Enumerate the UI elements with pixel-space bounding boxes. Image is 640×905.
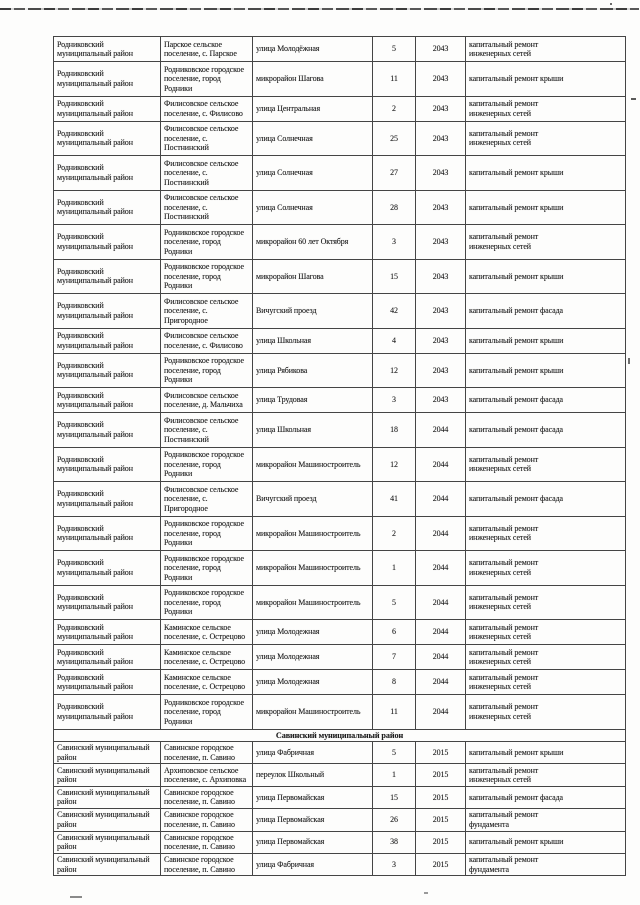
street-cell: улица Молодежная: [253, 620, 373, 645]
settlement-cell: Савинское городское поселение, п. Савино: [161, 853, 253, 875]
street-cell: улица Первомайская: [253, 831, 373, 853]
house-number-cell: 15: [373, 786, 416, 808]
repair-type-cell: капитальный ремонт инженерных сетей: [466, 516, 626, 551]
repair-type-cell: капитальный ремонт крыши: [466, 190, 626, 225]
repair-type-cell: капитальный ремонт фасада: [466, 413, 626, 448]
table-row: [54, 764, 626, 786]
district-cell: Савинский муниципальный район: [54, 831, 161, 853]
house-number-cell: 5: [373, 585, 416, 620]
street-cell: улица Центральная: [253, 96, 373, 121]
settlement-cell: Родниковское городское поселение, город Родники: [161, 516, 253, 551]
street-cell: улица Школьная: [253, 328, 373, 353]
scan-speck: [631, 98, 636, 100]
district-cell: Родниковский муниципальный район: [54, 121, 161, 156]
district-cell: Савинский муниципальный район: [54, 809, 161, 831]
year-cell: 2043: [416, 225, 466, 260]
scan-speck: [424, 892, 428, 894]
table-body: [54, 37, 626, 876]
table-row: [54, 328, 626, 353]
table-row: [54, 620, 626, 645]
settlement-cell: Савинское городское поселение, п. Савино: [161, 742, 253, 764]
street-cell: улица Молодежная: [253, 645, 373, 670]
district-cell: Родниковский муниципальный район: [54, 37, 161, 62]
year-cell: 2044: [416, 482, 466, 517]
street-cell: улица Молодёжная: [253, 37, 373, 62]
table-row: [54, 786, 626, 808]
table-row: [54, 62, 626, 97]
repair-type-cell: капитальный ремонт фасада: [466, 388, 626, 413]
street-cell: улица Фабричная: [253, 742, 373, 764]
street-cell: улица Первомайская: [253, 809, 373, 831]
house-number-cell: 3: [373, 388, 416, 413]
settlement-cell: Филисовское сельское поселение, с. Филисово: [161, 328, 253, 353]
district-cell: Родниковский муниципальный район: [54, 190, 161, 225]
district-cell: Родниковский муниципальный район: [54, 551, 161, 586]
table-row: [54, 585, 626, 620]
repair-type-cell: капитальный ремонт инженерных сетей: [466, 96, 626, 121]
repair-type-cell: капитальный ремонт крыши: [466, 353, 626, 388]
year-cell: 2043: [416, 156, 466, 191]
street-cell: улица Школьная: [253, 413, 373, 448]
district-cell: Савинский муниципальный район: [54, 853, 161, 875]
district-cell: Родниковский муниципальный район: [54, 482, 161, 517]
house-number-cell: 2: [373, 516, 416, 551]
table-row: [54, 353, 626, 388]
repair-type-cell: капитальный ремонт крыши: [466, 156, 626, 191]
house-number-cell: 38: [373, 831, 416, 853]
year-cell: 2015: [416, 853, 466, 875]
district-cell: Родниковский муниципальный район: [54, 259, 161, 294]
district-cell: Родниковский муниципальный район: [54, 585, 161, 620]
district-cell: Родниковский муниципальный район: [54, 328, 161, 353]
year-cell: 2044: [416, 620, 466, 645]
street-cell: микрорайон Шагова: [253, 259, 373, 294]
year-cell: 2043: [416, 294, 466, 329]
year-cell: 2043: [416, 121, 466, 156]
year-cell: 2044: [416, 670, 466, 695]
table-row: [54, 259, 626, 294]
district-cell: Савинский муниципальный район: [54, 764, 161, 786]
settlement-cell: Родниковское городское поселение, город Родники: [161, 353, 253, 388]
house-number-cell: 3: [373, 853, 416, 875]
year-cell: 2015: [416, 809, 466, 831]
house-number-cell: 27: [373, 156, 416, 191]
house-number-cell: 42: [373, 294, 416, 329]
year-cell: 2044: [416, 695, 466, 730]
table-row: [54, 225, 626, 260]
house-number-cell: 1: [373, 551, 416, 586]
scan-speck: [70, 896, 82, 898]
year-cell: 2015: [416, 831, 466, 853]
repair-type-cell: капитальный ремонт фундамента: [466, 853, 626, 875]
district-cell: Родниковский муниципальный район: [54, 516, 161, 551]
settlement-cell: Филисовское сельское поселение, с. Постнинский: [161, 413, 253, 448]
house-number-cell: 4: [373, 328, 416, 353]
table-row: [54, 853, 626, 875]
house-number-cell: 26: [373, 809, 416, 831]
repair-type-cell: капитальный ремонт крыши: [466, 259, 626, 294]
repair-type-cell: капитальный ремонт инженерных сетей: [466, 620, 626, 645]
house-number-cell: 5: [373, 742, 416, 764]
house-number-cell: 15: [373, 259, 416, 294]
table-row: [54, 96, 626, 121]
house-number-cell: 41: [373, 482, 416, 517]
settlement-cell: Савинское городское поселение, п. Савино: [161, 831, 253, 853]
scan-speck: [610, 3, 612, 5]
street-cell: микрорайон Машиностроитель: [253, 551, 373, 586]
year-cell: 2044: [416, 516, 466, 551]
house-number-cell: 6: [373, 620, 416, 645]
street-cell: улица Молодежная: [253, 670, 373, 695]
repair-type-cell: капитальный ремонт инженерных сетей: [466, 695, 626, 730]
table-row: [54, 516, 626, 551]
settlement-cell: Савинское городское поселение, п. Савино: [161, 809, 253, 831]
house-number-cell: 18: [373, 413, 416, 448]
table-row: [54, 742, 626, 764]
settlement-cell: Каминское сельское поселение, с. Острецово: [161, 620, 253, 645]
house-number-cell: 2: [373, 96, 416, 121]
settlement-cell: Парское сельское поселение, с. Парское: [161, 37, 253, 62]
street-cell: улица Солнечная: [253, 156, 373, 191]
table-row: [54, 670, 626, 695]
district-cell: Родниковский муниципальный район: [54, 388, 161, 413]
section-header: Савинский муниципальный район: [54, 729, 626, 742]
settlement-cell: Филисовское сельское поселение, с. Пригородное: [161, 482, 253, 517]
district-cell: Родниковский муниципальный район: [54, 670, 161, 695]
table-row: [54, 294, 626, 329]
table-row: [54, 37, 626, 62]
repair-type-cell: капитальный ремонт инженерных сетей: [466, 551, 626, 586]
year-cell: 2044: [416, 447, 466, 482]
table-row: [54, 551, 626, 586]
scan-artifact-line: [0, 8, 639, 10]
settlement-cell: Родниковское городское поселение, город Родники: [161, 225, 253, 260]
settlement-cell: Родниковское городское поселение, город Родники: [161, 447, 253, 482]
settlement-cell: Филисовское сельское поселение, д. Мальчиха: [161, 388, 253, 413]
house-number-cell: 12: [373, 447, 416, 482]
year-cell: 2044: [416, 413, 466, 448]
settlement-cell: Савинское городское поселение, п. Савино: [161, 786, 253, 808]
year-cell: 2015: [416, 764, 466, 786]
street-cell: улица Фабричная: [253, 853, 373, 875]
street-cell: Вичугский проезд: [253, 294, 373, 329]
scan-speck: [628, 358, 630, 364]
table-row: [54, 190, 626, 225]
street-cell: микрорайон 60 лет Октября: [253, 225, 373, 260]
street-cell: микрорайон Машиностроитель: [253, 585, 373, 620]
district-cell: Родниковский муниципальный район: [54, 620, 161, 645]
district-cell: Родниковский муниципальный район: [54, 645, 161, 670]
repair-type-cell: капитальный ремонт крыши: [466, 742, 626, 764]
repair-type-cell: капитальный ремонт инженерных сетей: [466, 121, 626, 156]
settlement-cell: Филисовское сельское поселение, с. Пригородное: [161, 294, 253, 329]
street-cell: улица Трудовая: [253, 388, 373, 413]
district-cell: Родниковский муниципальный район: [54, 695, 161, 730]
repair-type-cell: капитальный ремонт инженерных сетей: [466, 670, 626, 695]
year-cell: 2044: [416, 585, 466, 620]
table-row: [54, 809, 626, 831]
table-row: [54, 482, 626, 517]
street-cell: Вичугский проезд: [253, 482, 373, 517]
settlement-cell: Родниковское городское поселение, город Родники: [161, 259, 253, 294]
repair-type-cell: капитальный ремонт фасада: [466, 482, 626, 517]
repair-type-cell: капитальный ремонт крыши: [466, 328, 626, 353]
year-cell: 2015: [416, 786, 466, 808]
street-cell: улица Солнечная: [253, 121, 373, 156]
table-row: [54, 388, 626, 413]
table-row: [54, 645, 626, 670]
settlement-cell: Родниковское городское поселение, город Родники: [161, 695, 253, 730]
street-cell: микрорайон Машиностроитель: [253, 516, 373, 551]
year-cell: 2043: [416, 96, 466, 121]
district-cell: Родниковский муниципальный район: [54, 156, 161, 191]
settlement-cell: Архиповское сельское поселение, с. Архиповка: [161, 764, 253, 786]
house-number-cell: 11: [373, 62, 416, 97]
house-number-cell: 12: [373, 353, 416, 388]
settlement-cell: Каминское сельское поселение, с. Острецово: [161, 645, 253, 670]
settlement-cell: Родниковское городское поселение, город Родники: [161, 551, 253, 586]
repair-type-cell: капитальный ремонт инженерных сетей: [466, 225, 626, 260]
settlement-cell: Каминское сельское поселение, с. Острецово: [161, 670, 253, 695]
repair-type-cell: капитальный ремонт инженерных сетей: [466, 764, 626, 786]
table-row: [54, 413, 626, 448]
settlement-cell: Родниковское городское поселение, город Родники: [161, 62, 253, 97]
street-cell: улица Первомайская: [253, 786, 373, 808]
house-number-cell: 8: [373, 670, 416, 695]
year-cell: 2044: [416, 551, 466, 586]
repair-type-cell: капитальный ремонт крыши: [466, 62, 626, 97]
table-row: [54, 695, 626, 730]
year-cell: 2043: [416, 62, 466, 97]
capital-repair-plan-table: [53, 36, 626, 876]
street-cell: микрорайон Машиностроитель: [253, 695, 373, 730]
year-cell: 2043: [416, 190, 466, 225]
house-number-cell: 7: [373, 645, 416, 670]
table-row: [54, 121, 626, 156]
district-cell: Савинский муниципальный район: [54, 742, 161, 764]
repair-type-cell: капитальный ремонт инженерных сетей: [466, 447, 626, 482]
year-cell: 2043: [416, 259, 466, 294]
house-number-cell: 11: [373, 695, 416, 730]
street-cell: микрорайон Машиностроитель: [253, 447, 373, 482]
district-cell: Родниковский муниципальный район: [54, 62, 161, 97]
district-cell: Родниковский муниципальный район: [54, 96, 161, 121]
year-cell: 2043: [416, 353, 466, 388]
repair-type-cell: капитальный ремонт фасада: [466, 294, 626, 329]
year-cell: 2015: [416, 742, 466, 764]
district-cell: Родниковский муниципальный район: [54, 447, 161, 482]
repair-type-cell: капитальный ремонт крыши: [466, 831, 626, 853]
settlement-cell: Филисовское сельское поселение, с. Постнинский: [161, 121, 253, 156]
street-cell: улица Рябикова: [253, 353, 373, 388]
district-cell: Родниковский муниципальный район: [54, 353, 161, 388]
settlement-cell: Родниковское городское поселение, город Родники: [161, 585, 253, 620]
district-cell: Родниковский муниципальный район: [54, 225, 161, 260]
house-number-cell: 28: [373, 190, 416, 225]
settlement-cell: Филисовское сельское поселение, с. Постнинский: [161, 156, 253, 191]
repair-type-cell: капитальный ремонт фундамента: [466, 809, 626, 831]
year-cell: 2043: [416, 328, 466, 353]
section-header-row: [54, 729, 626, 742]
district-cell: Родниковский муниципальный район: [54, 294, 161, 329]
street-cell: переулок Школьный: [253, 764, 373, 786]
table-row: [54, 156, 626, 191]
table-row: [54, 447, 626, 482]
settlement-cell: Филисовское сельское поселение, с. Постнинский: [161, 190, 253, 225]
table-row: [54, 831, 626, 853]
house-number-cell: 25: [373, 121, 416, 156]
district-cell: Родниковский муниципальный район: [54, 413, 161, 448]
repair-type-cell: капитальный ремонт инженерных сетей: [466, 645, 626, 670]
settlement-cell: Филисовское сельское поселение, с. Филисово: [161, 96, 253, 121]
house-number-cell: 1: [373, 764, 416, 786]
year-cell: 2043: [416, 37, 466, 62]
street-cell: улица Солнечная: [253, 190, 373, 225]
repair-type-cell: капитальный ремонт инженерных сетей: [466, 37, 626, 62]
repair-type-cell: капитальный ремонт фасада: [466, 786, 626, 808]
year-cell: 2044: [416, 645, 466, 670]
house-number-cell: 3: [373, 225, 416, 260]
house-number-cell: 5: [373, 37, 416, 62]
year-cell: 2043: [416, 388, 466, 413]
repair-type-cell: капитальный ремонт инженерных сетей: [466, 585, 626, 620]
district-cell: Савинский муниципальный район: [54, 786, 161, 808]
street-cell: микрорайон Шагова: [253, 62, 373, 97]
